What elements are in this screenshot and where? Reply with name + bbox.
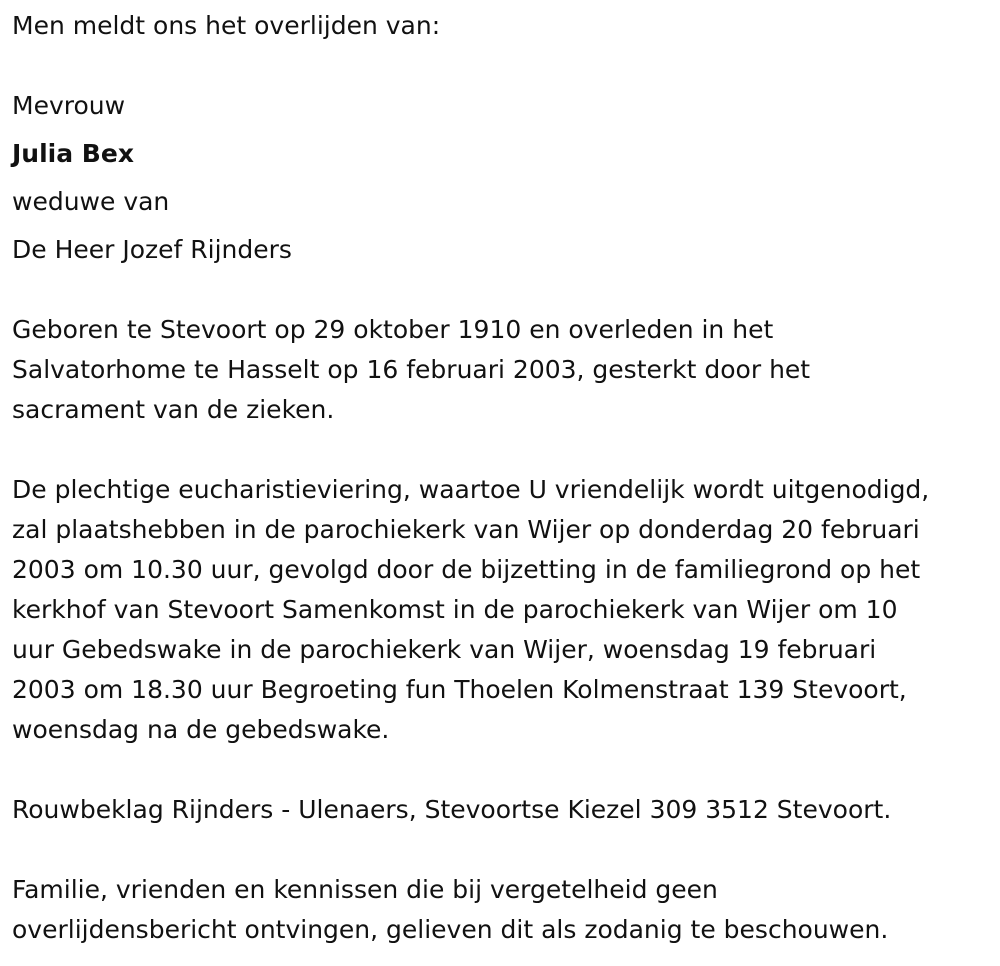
paragraph-line: Familie, vrienden en kennissen die bij vergetelheid geen bbox=[12, 875, 718, 904]
paragraph-line: Geboren te Stevoort op 29 oktober 1910 en overleden in het bbox=[12, 315, 774, 344]
notice-paragraph bbox=[12, 870, 997, 950]
intro-text: Men meldt ons het overlijden van: bbox=[12, 11, 441, 40]
paragraph-line: 2003 om 10.30 uur, gevolgd door de bijzetting in de familiegrond op het bbox=[12, 555, 921, 584]
honorific: Mevrouw bbox=[12, 91, 126, 120]
paragraph-line: kerkhof van Stevoort Samenkomst in de parochiekerk van Wijer om 10 bbox=[12, 595, 898, 624]
birth-death-paragraph bbox=[12, 310, 997, 430]
mourning-address: Rouwbeklag Rijnders - Ulenaers, Stevoortse Kiezel 309 3512 Stevoort. bbox=[12, 795, 892, 824]
paragraph-line: overlijdensbericht ontvingen, gelieven dit als zodanig te beschouwen. bbox=[12, 915, 889, 944]
paragraph-line: zal plaatshebben in de parochiekerk van Wijer op donderdag 20 februari bbox=[12, 515, 920, 544]
paragraph-line: 2003 om 18.30 uur Begroeting fun Thoelen Kolmenstraat 139 Stevoort, bbox=[12, 675, 907, 704]
paragraph-line: uur Gebedswake in de parochiekerk van Wijer, woensdag 19 februari bbox=[12, 635, 877, 664]
paragraph-line: Salvatorhome te Hasselt op 16 februari 2003, gesterkt door het bbox=[12, 355, 811, 384]
spouse-name: De Heer Jozef Rijnders bbox=[12, 235, 292, 264]
ceremony-paragraph bbox=[12, 470, 997, 750]
deceased-name: Julia Bex bbox=[12, 139, 134, 168]
paragraph-line: De plechtige eucharistieviering, waartoe U vriendelijk wordt uitgenodigd, bbox=[12, 475, 930, 504]
relation-text: weduwe van bbox=[12, 187, 170, 216]
paragraph-line: woensdag na de gebedswake. bbox=[12, 715, 390, 744]
paragraph-line: sacrament van de zieken. bbox=[12, 395, 335, 424]
